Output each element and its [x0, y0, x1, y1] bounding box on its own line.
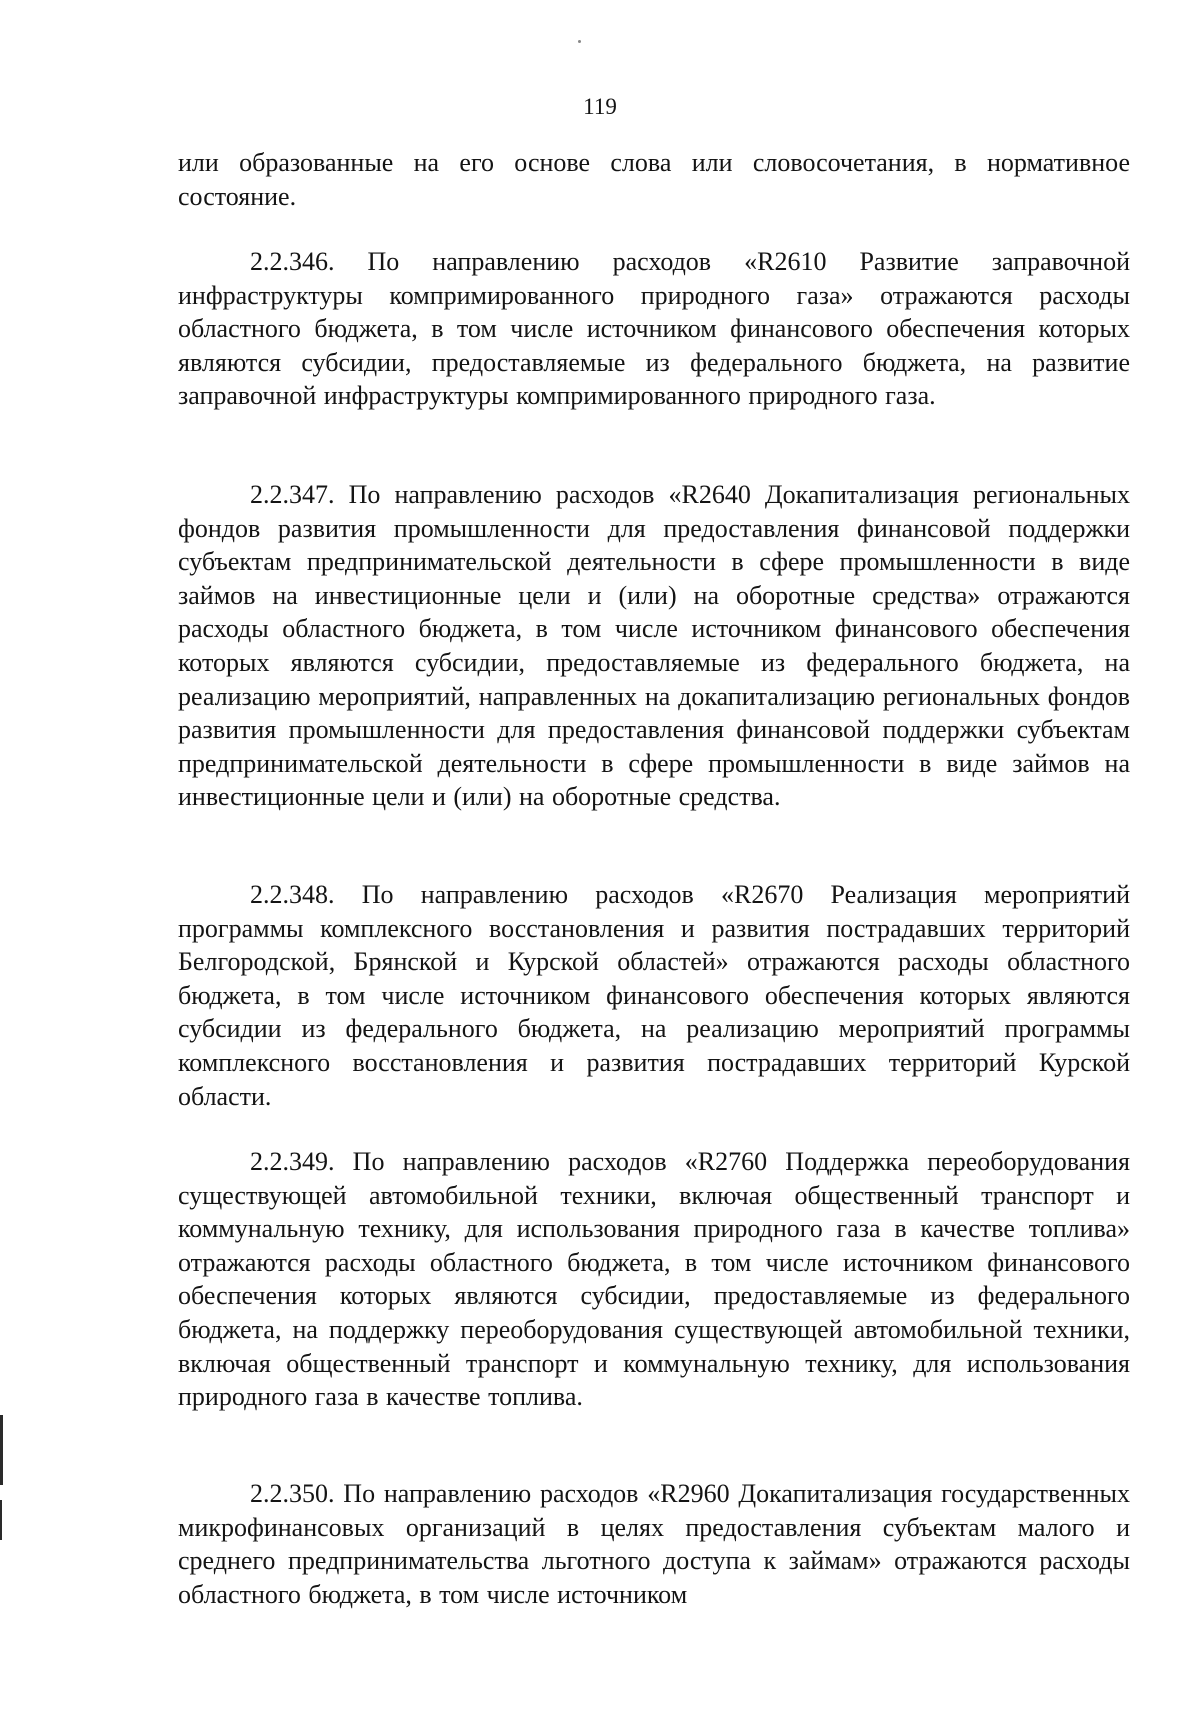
- paragraph-2-2-348: [178, 878, 1130, 1113]
- paragraph-text: 2.2.349. По направлению расходов «R2760 Поддержка переоборудования существующей автомобильной техники, включая общественный транспорт и коммунальную технику, для использования природного газа в качестве топлива» отражаются расходы областного бюджета, в том числе источником финансового обеспечения которых являются субсидии, предоставляемые из федерального бюджета, на поддержку переоборудования существующей автомобильной техники, включая общественный транспорт и коммунальную технику, для использования природного газа в качестве топлива.: [178, 1147, 1130, 1412]
- paragraph-text: 2.2.350. По направлению расходов «R2960 Докапитализация государственных микрофинансовых организаций в целях предоставления субъектам малого и среднего предпринимательства льготного доступа к займам» отражаются расходы областного бюджета, в том числе источником: [178, 1479, 1130, 1609]
- paragraph-text: 2.2.347. По направлению расходов «R2640 Докапитализация региональных фондов развития промышленности для предоставления финансовой поддержки субъектам предпринимательской деятельности в сфере промышленности в виде займов на инвестиционные цели и (или) на оборотные средства» отражаются расходы областного бюджета, в том числе источником финансового обеспечения которых являются субсидии, предоставляемые из федерального бюджета, на реализацию мероприятий, направленных на докапитализацию региональных фондов развития промышленности для предоставления финансовой поддержки субъектам предпринимательской деятельности в сфере промышленности в виде займов на инвестиционные цели и (или) на оборотные средства.: [178, 480, 1130, 812]
- scan-edge-mark: [0, 1500, 2, 1540]
- page-number: 119: [583, 94, 617, 119]
- scan-edge-mark: [0, 1415, 3, 1485]
- paragraph-continuation: [178, 146, 1130, 213]
- paragraph-2-2-346: [178, 245, 1130, 413]
- paragraph-2-2-350: [178, 1477, 1130, 1611]
- paragraph-2-2-349: [178, 1145, 1130, 1414]
- paragraph-2-2-347: [178, 478, 1130, 814]
- paragraph-text: 2.2.346. По направлению расходов «R2610 Развитие заправочной инфраструктуры компримированного природного газа» отражаются расходы областного бюджета, в том числе источником финансового обеспечения которых являются субсидии, предоставляемые из федерального бюджета, на развитие заправочной инфраструктуры компримированного природного газа.: [178, 247, 1130, 411]
- scan-speck: [578, 40, 581, 43]
- paragraph-text: 2.2.348. По направлению расходов «R2670 Реализация мероприятий программы комплексного восстановления и развития пострадавших территорий Белгородской, Брянской и Курской областей» отражаются расходы областного бюджета, в том числе источником финансового обеспечения которых являются субсидии из федерального бюджета, на реализацию мероприятий программы комплексного восстановления и развития пострадавших территорий Курской области.: [178, 880, 1130, 1111]
- paragraph-text: или образованные на его основе слова или словосочетания, в нормативное состояние.: [178, 148, 1130, 211]
